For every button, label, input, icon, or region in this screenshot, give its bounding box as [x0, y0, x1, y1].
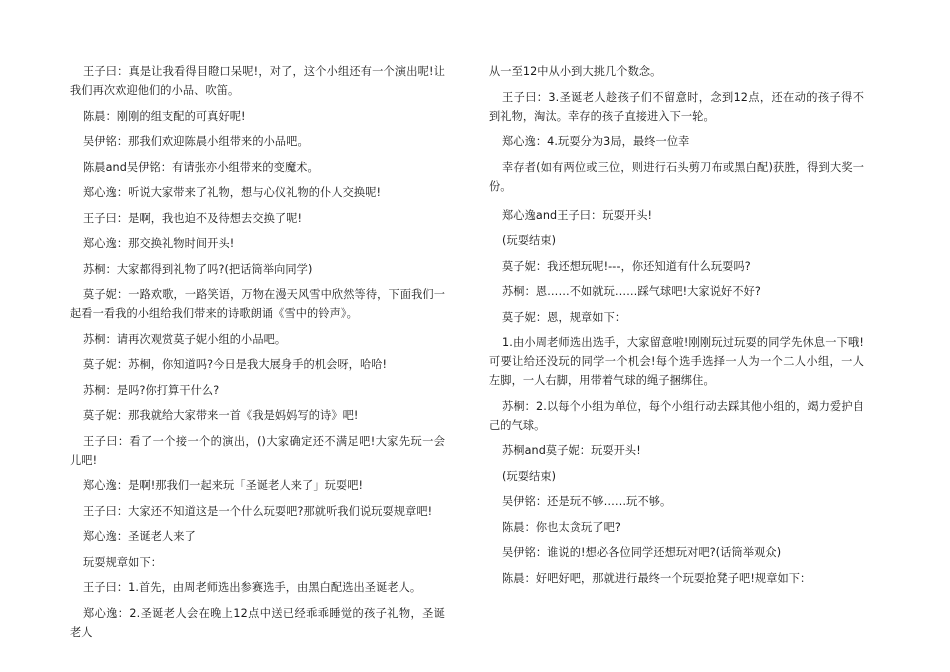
left-column	[70, 62, 445, 648]
paragraph: 王子曰：是啊，我也迫不及待想去交换了呢!	[83, 211, 303, 225]
paragraph: 陈晨：你也太贪玩了吧?	[502, 520, 621, 534]
paragraph: 王子曰：看了一个接一个的演出，()大家确定还不满足吧!大家先玩一会儿吧!	[70, 434, 445, 467]
paragraph: 莫子妮：苏桐，你知道吗?今日是我大展身手的机会呀，哈哈!	[83, 358, 388, 371]
paragraph: 苏桐and莫子妮：玩耍开头!	[502, 444, 641, 457]
paragraph: 1.由小周老师选出选手，大家留意啦!刚刚玩过玩耍的同学先休息一下哦!可要让给还没玩的同学一个机会!每个选手选择一人为一个二人小组，一人左脚，一人右脚，用带着气球的绳子捆绑住。	[489, 336, 864, 387]
paragraph: (玩耍结束)	[502, 234, 557, 247]
paragraph: 苏桐：2.以每个小组为单位，每个小组行动去踩其他小组的，竭力爱护自己的气球。	[489, 399, 864, 432]
paragraph: 郑心逸：是啊!那我们一起来玩「圣诞老人来了」玩耍吧!	[83, 479, 364, 492]
paragraph: 吴伊铭：谁说的!想必各位同学还想玩对吧?(话筒举观众)	[502, 546, 782, 559]
paragraph: 玩耍规章如下：	[83, 555, 163, 569]
paragraph: 苏桐：大家都得到礼物了吗?(把话筒举向同学)	[83, 262, 313, 276]
paragraph: 王子曰：大家还不知道这是一个什么玩耍吧?那就听我们说玩耍规章吧!	[83, 504, 433, 518]
paragraph: 苏桐：是吗?你打算干什么?	[83, 383, 220, 397]
paragraph: 莫子妮：那我就给大家带来一首《我是妈妈写的诗》吧!	[83, 409, 359, 422]
paragraph: 郑心逸：4.玩耍分为3局，最终一位幸	[502, 135, 690, 148]
paragraph: 郑心逸：那交换礼物时间开头!	[83, 237, 235, 250]
paragraph: 王子曰：1.首先，由周老师选出参赛选手，由黑白配选出圣诞老人。	[83, 581, 422, 594]
paragraph: 苏桐：请再次观赏莫子妮小组的小品吧。	[83, 332, 287, 346]
paragraph: 陈晨and吴伊铭：有请张亦小组带来的变魔术。	[83, 160, 319, 174]
paragraph: 吴伊铭：还是玩不够……玩不够。	[502, 495, 672, 508]
paragraph: 吴伊铭：那我们欢迎陈晨小组带来的小品吧。	[83, 135, 309, 148]
paragraph: 陈晨：好吧好吧，那就进行最终一个玩耍抢凳子吧!规章如下：	[502, 571, 812, 585]
paragraph: 王子曰：3.圣诞老人趁孩子们不留意时，念到12点，还在动的孩子得不到礼物，淘汰。幸存的孩子直接进入下一轮。	[489, 90, 864, 123]
paragraph: 郑心逸and王子曰：玩耍开头!	[502, 208, 653, 222]
paragraph: (玩耍结束)	[502, 469, 557, 483]
paragraph: 莫子妮：一路欢歌，一路笑语，万物在漫天风雪中欣然等待，下面我们一起看一看我的小组给我们带来的诗歌朗诵《雪中的铃声》。	[70, 288, 445, 320]
paragraph: 郑心逸：听说大家带来了礼物，想与心仪礼物的仆人交换呢!	[83, 186, 382, 199]
paragraph: 莫子妮：恩，规章如下：	[502, 310, 627, 324]
paragraph: 幸存者(如有两位或三位，则进行石头剪刀布或黑白配)获胜，得到大奖一份。	[489, 160, 864, 193]
paragraph: 王子曰：真是让我看得目瞪口呆呢!，对了，这个小组还有一个演出呢!让我们再次欢迎他们的小品、吹笛。	[70, 65, 445, 97]
paragraph: 从一至12中从小到大挑几个数念。	[489, 65, 662, 78]
paragraph: 郑心逸：2.圣诞老人会在晚上12点中送已经乖乖睡觉的孩子礼物，圣诞老人	[70, 606, 445, 639]
paragraph: 郑心逸：圣诞老人来了	[83, 530, 196, 543]
right-column	[489, 62, 864, 594]
paragraph: 莫子妮：我还想玩呢!---，你还知道有什么玩耍吗?	[502, 259, 751, 273]
paragraph: 陈晨：刚刚的组支配的可真好呢!	[83, 109, 246, 123]
paragraph: 苏桐：恩……不如就玩……踩气球吧!大家说好不好?	[502, 285, 761, 298]
